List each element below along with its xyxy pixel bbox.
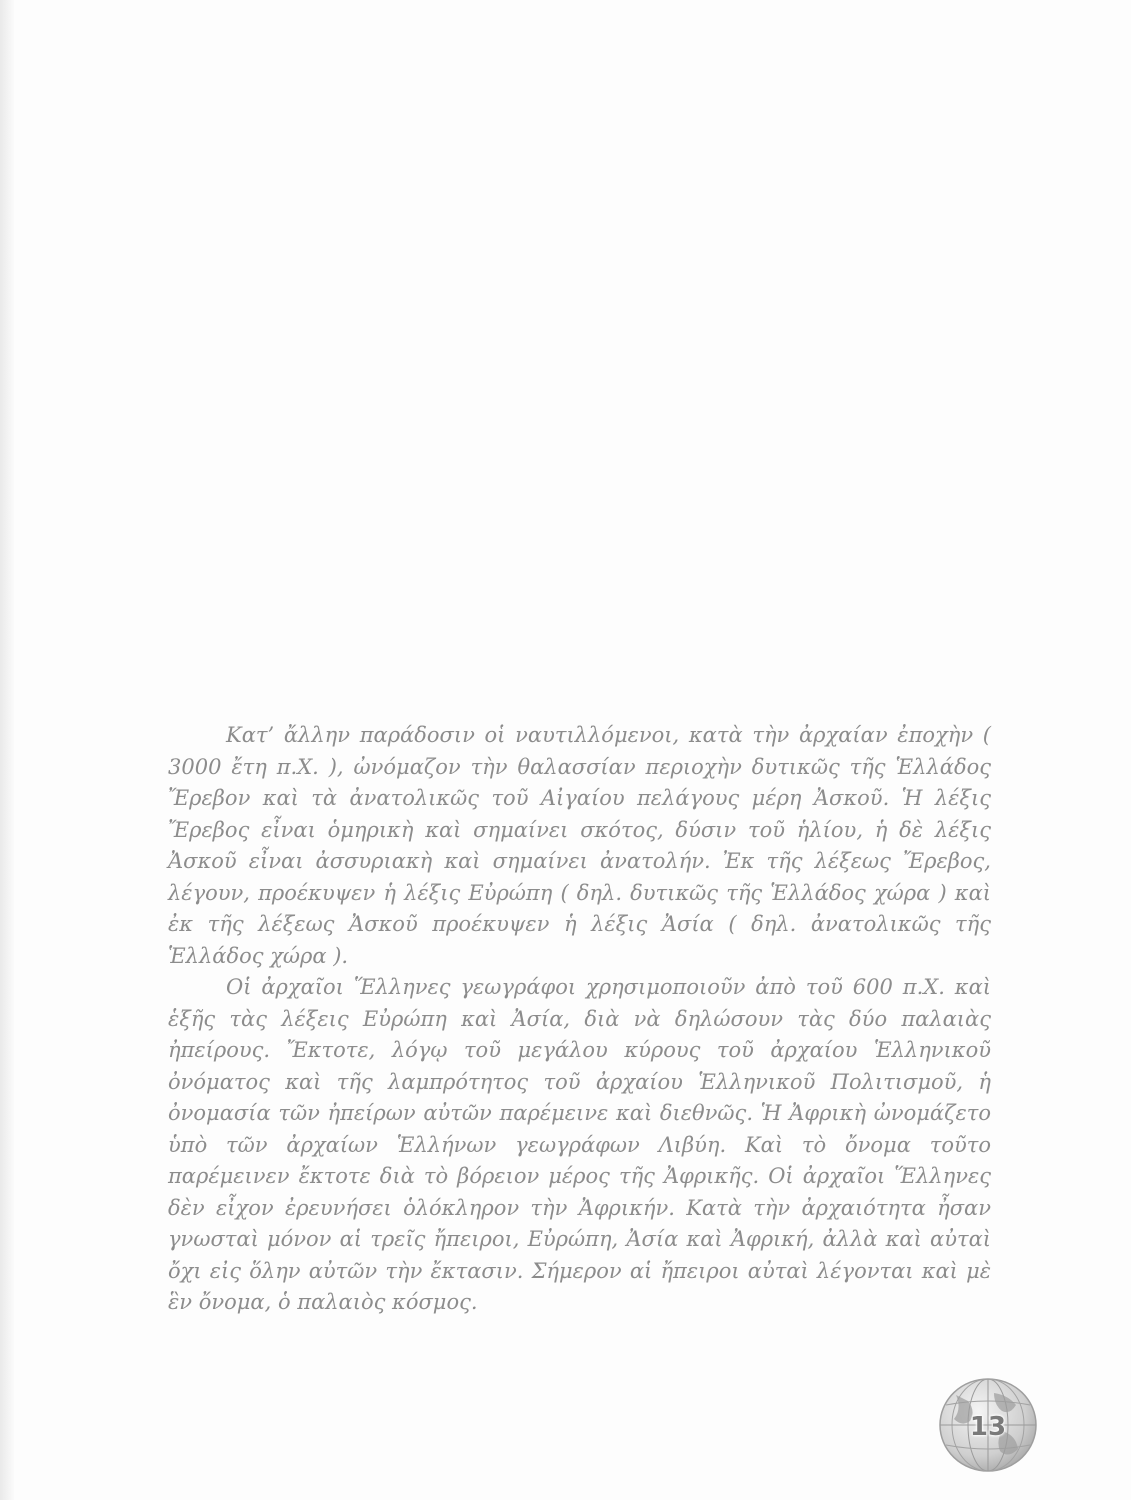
body-text xyxy=(168,720,991,1319)
page-binding-edge xyxy=(0,0,14,1500)
page-number-badge xyxy=(932,1375,1044,1479)
paragraph-1: Κατ’ ἄλλην παράδοσιν οἱ ναυτιλλόμενοι, κατὰ τὴν ἀρχαίαν ἐποχὴν ( 3000 ἔτη π.Χ. ), ὠνόμαζον τὴν θαλασσίαν περιοχὴν δυτικῶς τῆς Ἑλλάδος Ἔρεβον καὶ τὰ ἀνατολικῶς τοῦ Αἰγαίου πελάγους μέρη Ἀσκοῦ. Ἡ λέξις Ἔρεβος εἶναι ὁμηρικὴ καὶ σημαίνει σκότος, δύσιν τοῦ ἡλίου, ἡ δὲ λέξις Ἀσκοῦ εἶναι ἀσσυριακὴ καὶ σημαίνει ἀνατολήν. Ἐκ τῆς λέξεως Ἔρεβος, λέγουν, προέκυψεν ἡ λέξις Εὐρώπη ( δηλ. δυτικῶς τῆς Ἑλλάδος χώρα ) καὶ ἐκ τῆς λέξεως Ἀσκοῦ προέκυψεν ἡ λέξις Ἀσία ( δηλ. ἀνατολικῶς τῆς Ἑλλάδος χώρα ). xyxy=(168,723,991,968)
page-number: 13 xyxy=(969,1412,1007,1442)
paragraph-2: Οἱ ἀρχαῖοι Ἕλληνες γεωγράφοι χρησιμοποιοῦν ἀπὸ τοῦ 600 π.Χ. καὶ ἑξῆς τὰς λέξεις Εὐρώπη καὶ Ἀσία, διὰ νὰ δηλώσουν τὰς δύο παλαιὰς ἠπείρους. Ἔκτοτε, λόγῳ τοῦ μεγάλου κύρους τοῦ ἀρχαίου Ἑλληνικοῦ ὀνόματος καὶ τῆς λαμπρότητος τοῦ ἀρχαίου Ἑλληνικοῦ Πολιτισμοῦ, ἡ ὀνομασία τῶν ἠπείρων αὐτῶν παρέμεινε καὶ διεθνῶς. Ἡ Ἀφρικὴ ὠνομάζετο ὑπὸ τῶν ἀρχαίων Ἑλλήνων γεωγράφων Λιβύη. Καὶ τὸ ὄνομα τοῦτο παρέμεινεν ἔκτοτε διὰ τὸ βόρειον μέρος τῆς Ἀφρικῆς. Οἱ ἀρχαῖοι Ἕλληνες δὲν εἶχον ἐρευνήσει ὁλόκληρον τὴν Ἀφρικήν. Κατὰ τὴν ἀρχαιότητα ἦσαν γνωσταὶ μόνον αἱ τρεῖς ἤπειροι, Εὐρώπη, Ἀσία καὶ Ἀφρική, ἀλλὰ καὶ αὐταὶ ὄχι εἰς ὅλην αὐτῶν τὴν ἔκτασιν. Σήμερον αἱ ἤπειροι αὐταὶ λέγονται καὶ μὲ ἓν ὄνομα, ὁ παλαιὸς κόσμος. xyxy=(168,975,991,1314)
